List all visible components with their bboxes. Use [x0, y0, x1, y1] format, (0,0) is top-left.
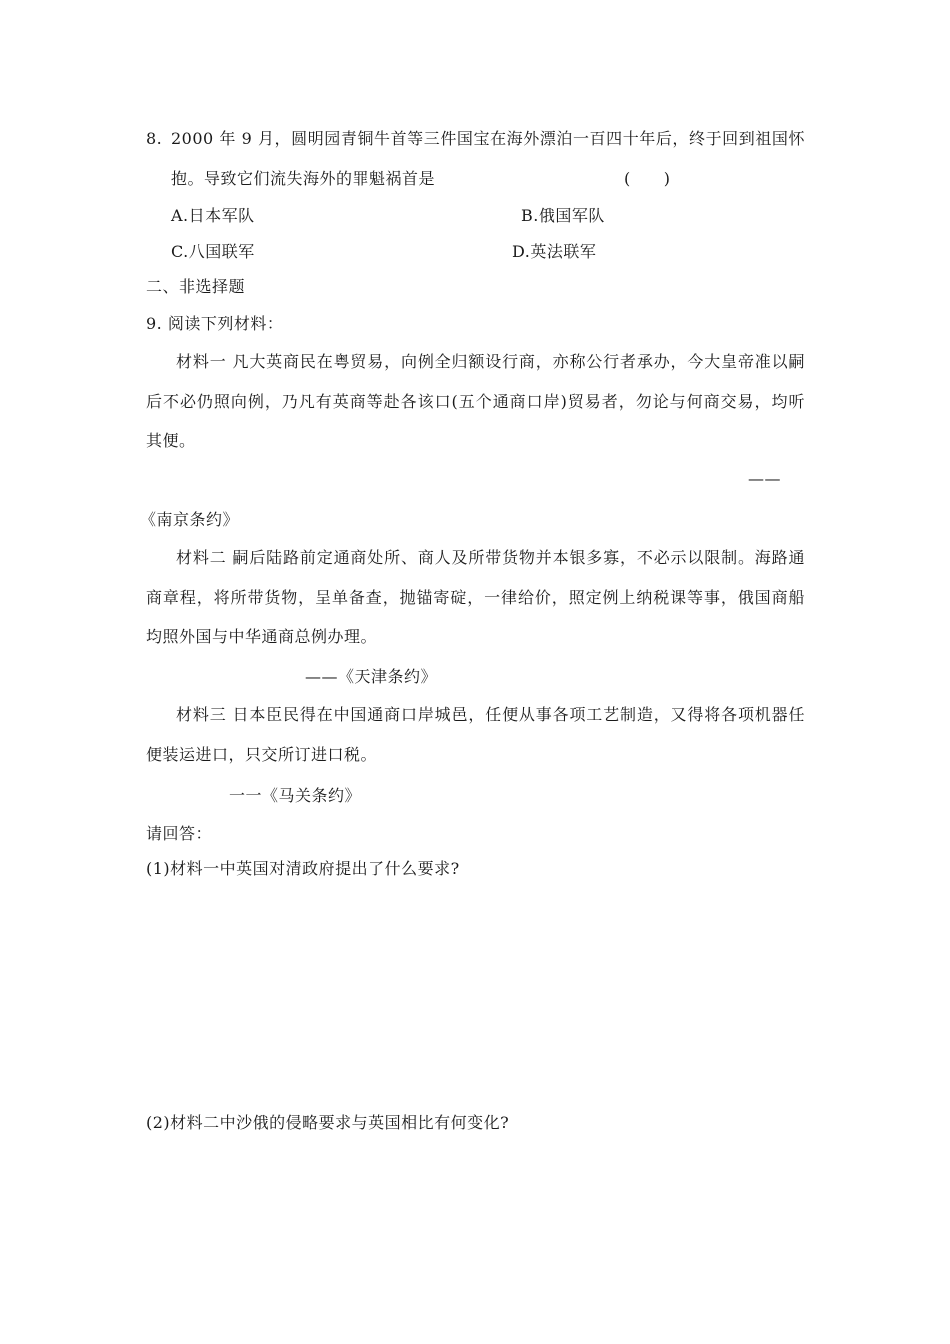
material-3-line1: 材料三 日本臣民得在中国通商口岸城邑，任便从事各项工艺制造，又得将各项机器任 — [176, 705, 805, 724]
sub-question-1: (1)材料一中英国对清政府提出了什么要求? — [146, 859, 460, 878]
material-1-dash: —— — [748, 469, 781, 488]
option-c: C.八国联军 — [171, 242, 255, 261]
answer-parentheses: ( ) — [624, 169, 671, 188]
material-2-line2: 商章程，将所带货物，呈单备查，抛锚寄碇，一律给价，照定例上纳税课等事，俄国商船 — [146, 588, 805, 607]
material-3-line2: 便装运进口，只交所订进口税。 — [146, 745, 378, 764]
section-title: 二、非选择题 — [146, 277, 246, 296]
answer-prompt: 请回答： — [146, 824, 213, 843]
material-1-line1: 材料一 凡大英商民在粤贸易，向例全归额设行商，亦称公行者承办，今大皇帝准以嗣 — [176, 352, 805, 371]
option-d: D.英法联军 — [512, 242, 597, 261]
material-1-line3: 其便。 — [146, 431, 196, 450]
option-a: A.日本军队 — [171, 206, 255, 225]
option-b: B.俄国军队 — [521, 206, 605, 225]
material-2-source: ——《天津条约》 — [305, 667, 438, 686]
material-1-line2: 后不必仍照向例，乃凡有英商等赴各该口(五个通商口岸)贸易者，勿论与何商交易，均听 — [146, 392, 805, 411]
question-8-number: 8. — [146, 129, 163, 148]
question-8-stem-line2: 抱。导致它们流失海外的罪魁祸首是 — [171, 169, 436, 188]
material-3-source: 一一《马关条约》 — [229, 786, 362, 805]
material-2-line1: 材料二 嗣后陆路前定通商处所、商人及所带货物并本银多寡，不必示以限制。海路通 — [176, 548, 805, 567]
material-1-source: 《南京条约》 — [140, 510, 240, 529]
question-8-stem-line1: 2000 年 9 月，圆明园青铜牛首等三件国宝在海外漂泊一百四十年后，终于回到祖国怀 — [171, 129, 805, 148]
sub-question-2: (2)材料二中沙俄的侵略要求与英国相比有何变化? — [146, 1113, 510, 1132]
material-2-line3: 均照外国与中华通商总例办理。 — [146, 627, 378, 646]
question-9-intro: 9. 阅读下列材料： — [146, 314, 284, 333]
